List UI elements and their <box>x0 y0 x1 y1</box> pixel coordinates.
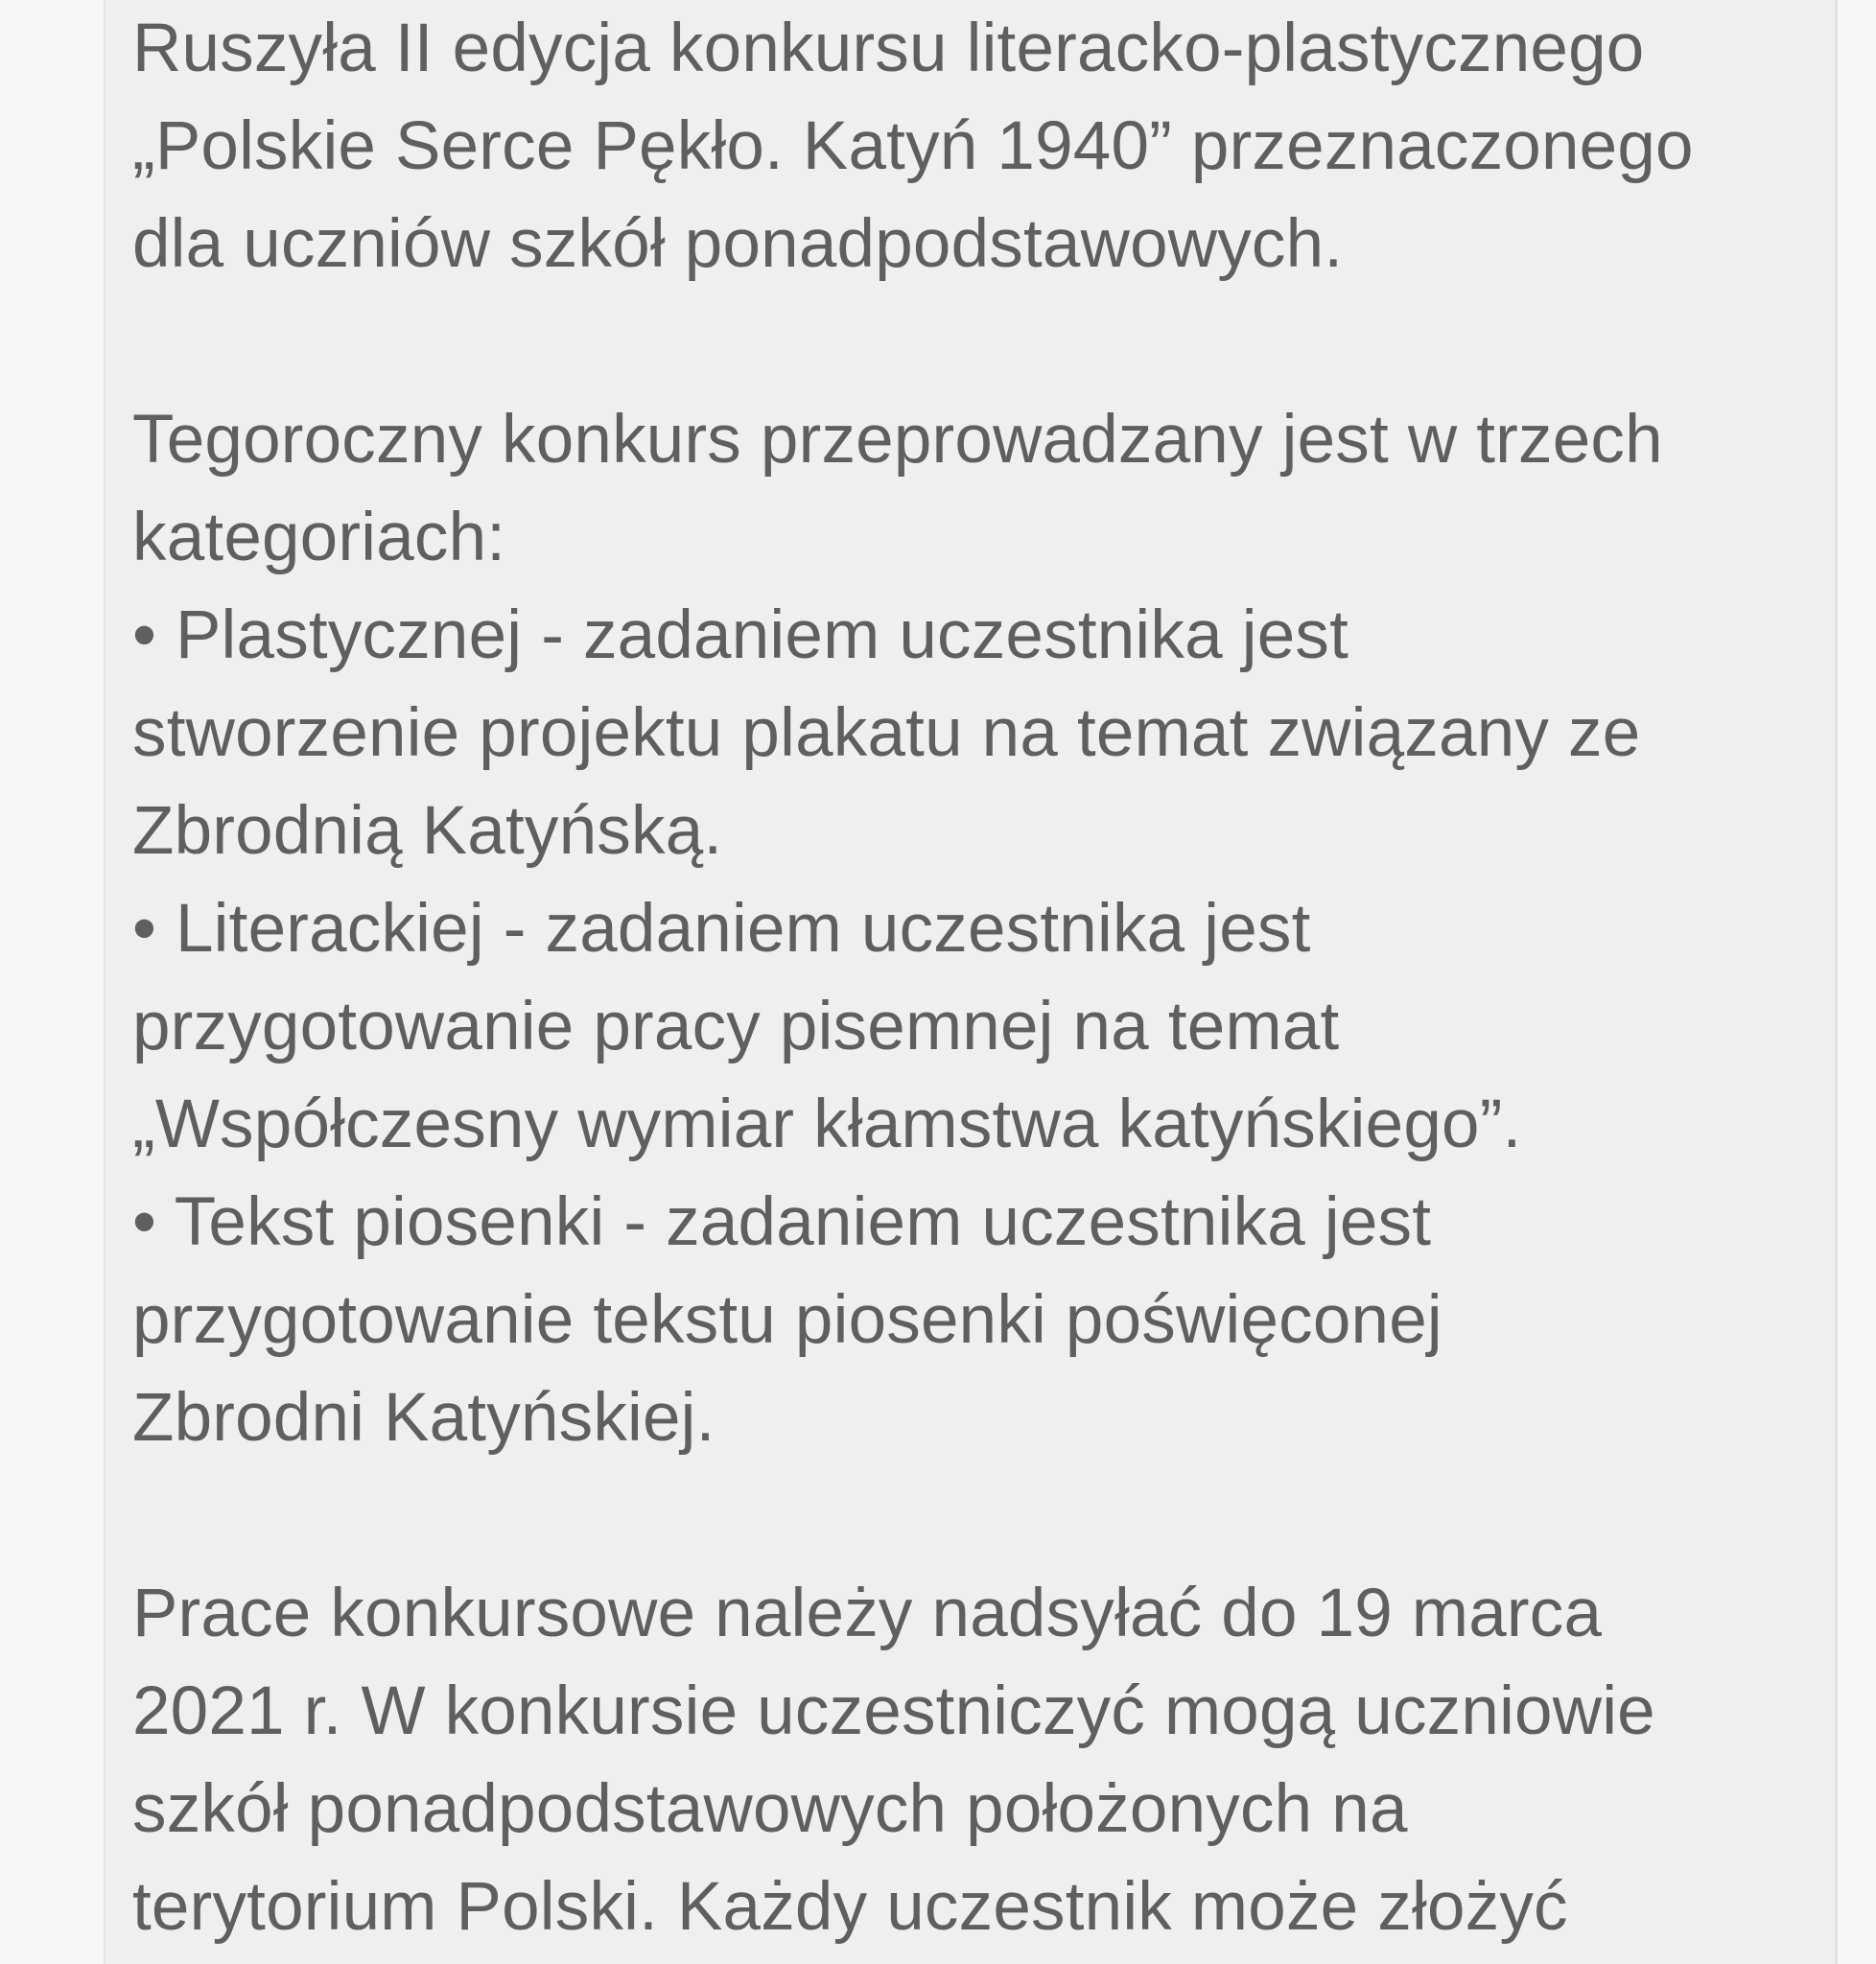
category-literacka-line: • Literackiej - zadaniem uczestnika jest <box>132 891 1311 967</box>
category-plastyczna-line: • Plastycznej - zadaniem uczestnika jest <box>132 597 1349 673</box>
paragraph-3-line: terytorium Polski. Każdy uczestnik może złożyć <box>132 1869 1568 1945</box>
category-literacka-line: „Współczesny wymiar kłamstwa katyńskiego”. <box>132 1087 1522 1162</box>
category-tekst-piosenki-line: przygotowanie tekstu piosenki poświęconej <box>132 1282 1442 1358</box>
paragraph-3-line: szkół ponadpodstawowych położonych na <box>132 1771 1408 1847</box>
category-plastyczna-line: stworzenie projektu plakatu na temat związany ze <box>132 695 1641 771</box>
category-literacka-line: przygotowanie pracy pisemnej na temat <box>132 989 1340 1064</box>
paragraph-3-line: 2021 r. W konkursie uczestniczyć mogą uczniowie <box>132 1673 1655 1749</box>
paragraph-spacer <box>132 293 1820 391</box>
paragraph-2-line: kategoriach: <box>132 500 506 575</box>
category-tekst-piosenki-line: Zbrodni Katyńskiej. <box>132 1380 715 1456</box>
paragraph-1-line: dla uczniów szkół ponadpodstawowych. <box>132 206 1344 282</box>
paragraph-1-line: Ruszyła II edycja konkursu literacko-plastycznego <box>132 11 1645 86</box>
category-plastyczna-line: Zbrodnią Katyńską. <box>132 793 723 869</box>
paragraph-1-line: „Polskie Serce Pękło. Katyń 1940” przeznaczonego <box>132 108 1694 184</box>
article-body <box>132 0 1820 1956</box>
paragraph-spacer <box>132 1467 1820 1565</box>
paragraph-2-line: Tegoroczny konkurs przeprowadzany jest w trzech <box>132 402 1663 478</box>
category-tekst-piosenki-line: • Tekst piosenki - zadaniem uczestnika jest <box>132 1184 1432 1260</box>
paragraph-3-line: Prace konkursowe należy nadsyłać do 19 marca <box>132 1576 1603 1651</box>
